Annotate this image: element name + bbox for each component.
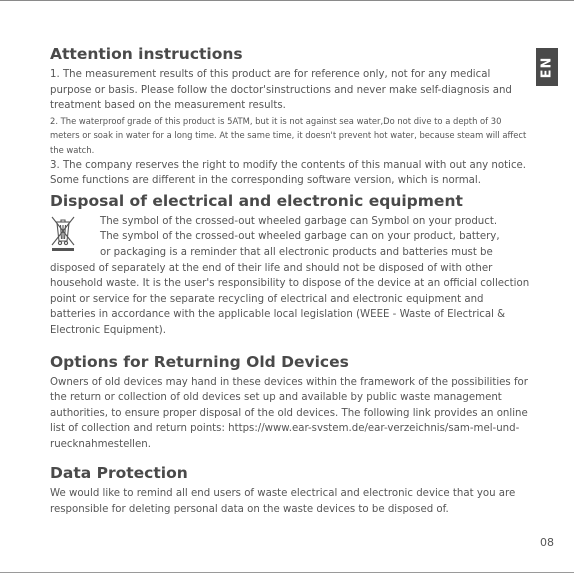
data-protection-body: We would like to remind all end users of waste electrical and electronic device that you are responsible for deleting personal data on the waste devices to be disposed of. (50, 488, 516, 516)
attention-heading: Attention instructions (50, 45, 243, 63)
language-tab-label: EN (539, 56, 555, 78)
disposal-heading: Disposal of electrical and electronic equipment (50, 191, 463, 210)
options-body: Owners of old devices may hand in these devices within the framework of the possibilities for the return or collection of old devices set up and available by public waste management authorities, to ensure proper disposal of the old devices. The following link provides an online list of collection and return points: https://www.ear-svstem.de/ear-verzeichnis/sam-mel-und-ruecknahmestellen. (50, 376, 528, 450)
options-heading: Options for Returning Old Devices (50, 352, 349, 371)
crossed-out-bin-icon (50, 214, 76, 252)
manual-content (50, 44, 532, 518)
attention-item-3: 3. The company reserves the right to modify the contents of this manual with out any notice. Some functions are different in the corresponding software version, which is normal. (50, 159, 527, 187)
disposal-line-1: The symbol of the crossed-out wheeled garbage can Symbol on your product. (100, 215, 498, 227)
attention-item-1: 1. The measurement results of this product are for reference only, not for any medical purpose or basis. Please follow the doctor'sinstructions and never make self-diagnosis and treatment based on the measurement results. (50, 69, 512, 112)
disposal-line-3: or packaging is a reminder that all electronic products and batteries must be (100, 246, 493, 258)
attention-item-2: 2. The waterproof grade of this product is 5ATM, but it is not against sea water,Do not dive to a depth of 30 meters or soak in water for a long time. At the same time, it doesn't prevent hot water, because steam will affect the watch. (50, 115, 527, 155)
data-protection-heading: Data Protection (50, 464, 188, 483)
disposal-section (50, 214, 532, 339)
disposal-body: disposed of separately at the end of their life and should not be disposed of with other household waste. It is the user's responsibility to dispose of the device at an official collection point or service for the separate recycling of electrical and electronic equipment and batteries in accordance with the applicable local legislation (WEEE - Waste of Electrical & Electronic Equipment). (50, 262, 530, 336)
disposal-line-2: The symbol of the crossed-out wheeled garbage can on your product, battery, (100, 231, 500, 243)
page-bottom-edge (0, 572, 574, 573)
page-number: 08 (540, 536, 554, 549)
language-tab (536, 48, 558, 86)
page-top-edge (0, 0, 574, 1)
